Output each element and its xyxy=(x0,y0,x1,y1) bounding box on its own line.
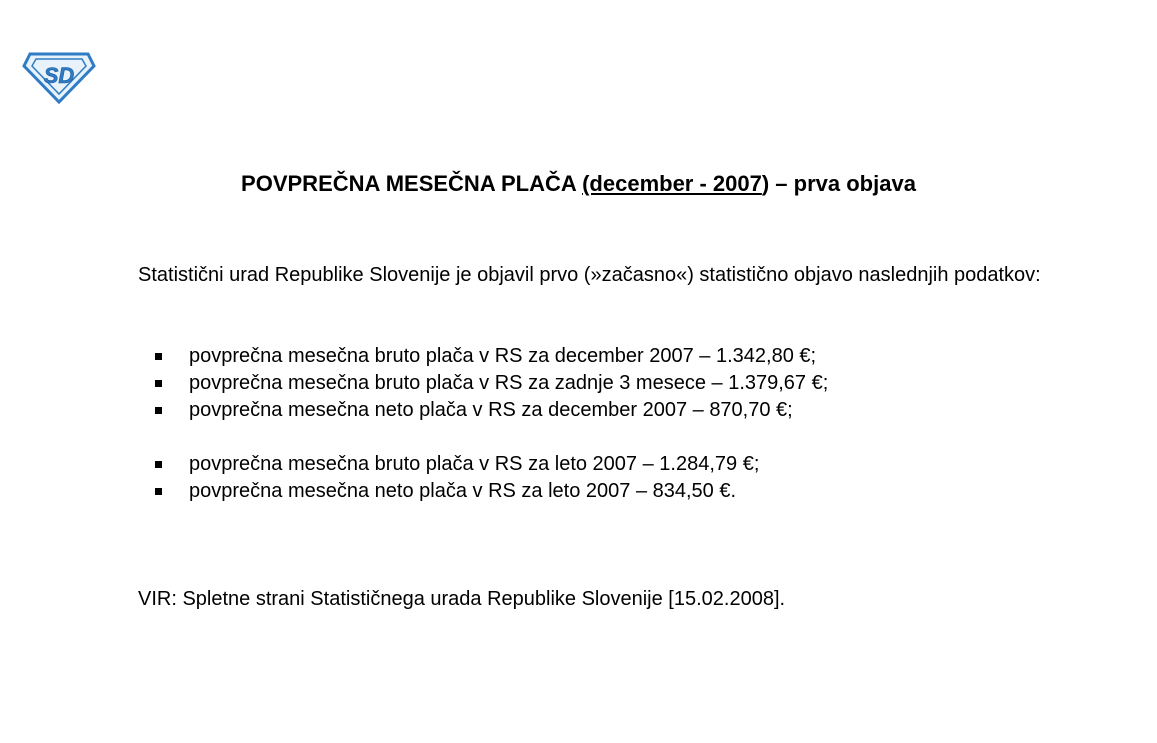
title-part1: POVPREČNA MESEČNA PLAČA xyxy=(241,171,583,196)
list-item: povprečna mesečna bruto plača v RS za december 2007 – 1.342,80 €; xyxy=(155,343,828,370)
list-item: povprečna mesečna bruto plača v RS za leto 2007 – 1.284,79 €; xyxy=(155,451,759,478)
bullet-icon xyxy=(155,461,162,468)
page-title xyxy=(0,171,1157,197)
monthly-salary-list xyxy=(155,343,828,424)
list-item: povprečna mesečna bruto plača v RS za zadnje 3 mesece – 1.379,67 €; xyxy=(155,370,828,397)
annual-salary-list xyxy=(155,451,759,505)
bullet-icon xyxy=(155,488,162,495)
source-note: VIR: Spletne strani Statističnega urada Republike Slovenije [15.02.2008]. xyxy=(138,588,786,610)
title-part2: ) – prva objava xyxy=(761,171,916,196)
intro-paragraph: Statistični urad Republike Slovenije je objavil prvo (»začasno«) statistično objavo naslednjih podatkov: xyxy=(138,264,1041,286)
list-item: povprečna mesečna neto plača v RS za december 2007 – 870,70 €; xyxy=(155,397,828,424)
list-item: povprečna mesečna neto plača v RS za leto 2007 – 834,50 €. xyxy=(155,478,759,505)
bullet-icon xyxy=(155,353,162,360)
logo-text: SD xyxy=(43,63,75,88)
bullet-icon xyxy=(155,380,162,387)
sd-logo xyxy=(22,50,96,104)
bullet-icon xyxy=(155,407,162,414)
title-date: (december - 2007 xyxy=(582,171,762,196)
